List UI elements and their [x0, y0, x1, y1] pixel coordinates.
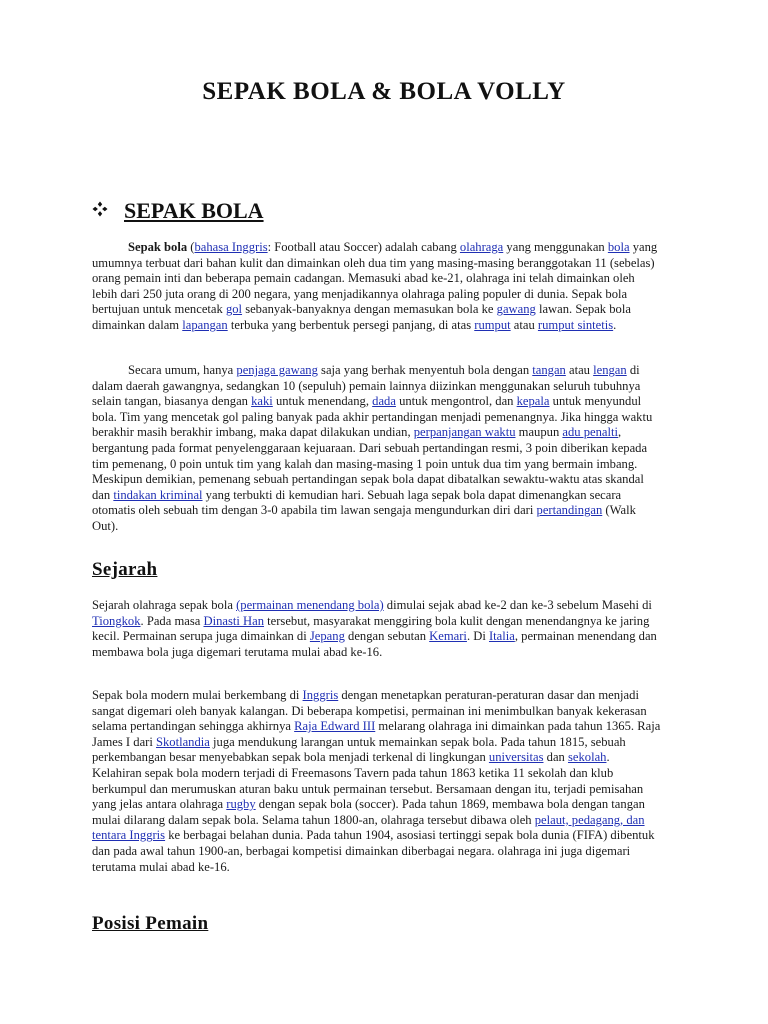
inline-link[interactable]: lapangan: [182, 317, 228, 332]
heading-sejarah: Sejarah: [92, 559, 158, 580]
inline-link[interactable]: Kemari: [429, 629, 467, 644]
inline-link[interactable]: gol: [225, 302, 243, 317]
paragraph-history-modern: Sepak bola modern mulai berkembang di Inggris dengan menetapkan peraturan-peraturan dasar dan menjadi sangat digemari oleh banyak kalangan. Di beberapa kompetisi, permainan ini menimbulkan banyak kekerasan selama pertandingan sehingga akhirnya Raja Edward III melarang olahraga ini dimainkan pada tahun 1365. Raja James I dari Skotlandia juga mendukung larangan untuk memainkan sepak bola. Pada tahun 1815, sebuah perkembangan besar menyebabkan sepak bola menjadi terkenal di lingkungan universitas dan sekolah. Kelahiran sepak bola modern terjadi di Freemasons Tavern pada tahun 1863 ketika 11 sekolah dan klub berkumpul dan merumuskan aturan baku untuk permainan tersebut. Bersamaan dengan itu, terjadi pemisahan yang jelas antara olahraga rugby dengan sepak bola (soccer). Pada tahun 1869, membawa bola dengan tangan mulai dilarang dalam sepak bola. Selama tahun 1800-an, olahraga tersebut dibawa oleh pelaut, pedagang, dan tentara Inggris ke berbagai belahan dunia. Pada tahun 1904, asosiasi tertinggi sepak bola dunia (FIFA) dibentuk dan pada awal tahun 1900-an, berbagai kompetisi dimainkan diberbagai negara. olahraga ini juga digemari terutama mulai abad ke-16.: [92, 688, 661, 874]
four-diamond-bullet-icon: [92, 201, 108, 222]
inline-link[interactable]: rumput: [474, 317, 511, 332]
inline-link[interactable]: kepala: [516, 394, 550, 409]
inline-link[interactable]: lengan: [593, 363, 627, 377]
inline-link[interactable]: rugby: [226, 797, 256, 812]
inline-link[interactable]: Italia: [488, 629, 515, 644]
inline-link[interactable]: gawang: [496, 302, 536, 317]
bold-term: Sepak bola: [128, 240, 188, 254]
inline-link[interactable]: Skotlandia: [156, 734, 210, 749]
inline-link[interactable]: Raja Edward III: [294, 719, 376, 734]
paragraph-history-origins: Sejarah olahraga sepak bola (permainan menendang bola) dimulai sejak abad ke-2 dan ke-3 sebelum Masehi di Tiongkok. Pada masa Dinasti Han tersebut, masyarakat menggiring bola kulit dengan menendangnya ke jaring kecil. Permainan serupa juga dimainkan di Jepang dengan sebutan Kemari. Di Italia, permainan menendang dan membawa bola juga digemari terutama mulai abad ke-16.: [92, 598, 657, 659]
inline-link[interactable]: pertandingan: [536, 503, 603, 518]
section-heading-sepak-bola: [92, 198, 264, 224]
inline-link[interactable]: adu penalti: [562, 425, 618, 440]
inline-link[interactable]: dada: [372, 394, 396, 409]
inline-link[interactable]: perpanjangan waktu: [413, 425, 516, 440]
inline-link[interactable]: Tiongkok: [92, 613, 141, 628]
inline-link[interactable]: tindakan kriminal: [113, 487, 203, 502]
inline-link[interactable]: tangan: [532, 363, 566, 377]
section-heading-label: SEPAK BOLA: [124, 198, 264, 223]
inline-link[interactable]: olahraga: [459, 240, 504, 254]
inline-link[interactable]: Jepang: [309, 629, 345, 644]
inline-link[interactable]: Dinasti Han: [203, 613, 264, 628]
inline-link[interactable]: pelaut, pedagang, dan tentara Inggris: [92, 812, 645, 843]
document-title: SEPAK BOLA & BOLA VOLLY: [202, 78, 566, 105]
inline-link[interactable]: penjaga gawang: [236, 363, 318, 377]
inline-link[interactable]: universitas: [488, 750, 544, 765]
paragraph-intro: Sepak bola (bahasa Inggris: Football atau Soccer) adalah cabang olahraga yang menggunakan bola yang umumnya terbuat dari bahan kulit dan dimainkan oleh dua tim yang masing-masing beranggotakan 11 (sebelas) orang pemain inti dan beberapa pemain cadangan. Memasuki abad ke-21, olahraga ini telah dimainkan oleh lebih dari 250 juta orang di 200 negara, yang menjadikannya olahraga paling populer di dunia. Sepak bola bertujuan untuk mencetak gol sebanyak-banyaknya dengan memasukan bola ke gawang lawan. Sepak bola dimainkan dalam lapangan terbuka yang berbentuk persegi panjang, di atas rumput atau rumput sintetis.: [92, 240, 658, 332]
inline-link[interactable]: Inggris: [302, 688, 339, 702]
heading-posisi-pemain: Posisi Pemain: [92, 913, 209, 934]
inline-link[interactable]: kaki: [251, 394, 273, 409]
inline-link[interactable]: bahasa Inggris: [194, 240, 268, 254]
paragraph-rules: Secara umum, hanya penjaga gawang saja yang berhak menyentuh bola dengan tangan atau lengan di dalam daerah gawangnya, sedangkan 10 (sepuluh) pemain lainnya diizinkan menggunakan seluruh tubuhnya selain tangan, biasanya dengan kaki untuk menendang, dada untuk mengontrol, dan kepala untuk menyundul bola. Tim yang mencetak gol paling banyak pada akhir pertandingan menjadi pemenangnya. Jika hingga waktu berakhir masih berakhir imbang, maka dapat dilakukan undian, perpanjangan waktu maupun adu penalti, bergantung pada format penyelenggaraan kejuaraan. Dari sebuah pertandingan resmi, 3 poin diberikan kepada tim pemenang, 0 poin untuk tim yang kalah dan masing-masing 1 poin untuk dua tim yang bermain imbang. Meskipun demikian, pemenang sebuah pertandingan sepak bola dapat dibatalkan sewaktu-waktu atas skandal dan tindakan kriminal yang terbukti di kemudian hari. Sebuah laga sepak bola dapat dimenangkan secara otomatis oleh sebuah tim dengan 3-0 apabila tim lawan sengaja mengundurkan diri dari pertandingan (Walk Out).: [92, 363, 653, 533]
inline-link[interactable]: rumput sintetis: [537, 317, 614, 332]
inline-link[interactable]: bola: [607, 240, 630, 254]
inline-link[interactable]: (permainan menendang bola): [236, 598, 384, 612]
inline-link[interactable]: sekolah: [567, 750, 607, 765]
